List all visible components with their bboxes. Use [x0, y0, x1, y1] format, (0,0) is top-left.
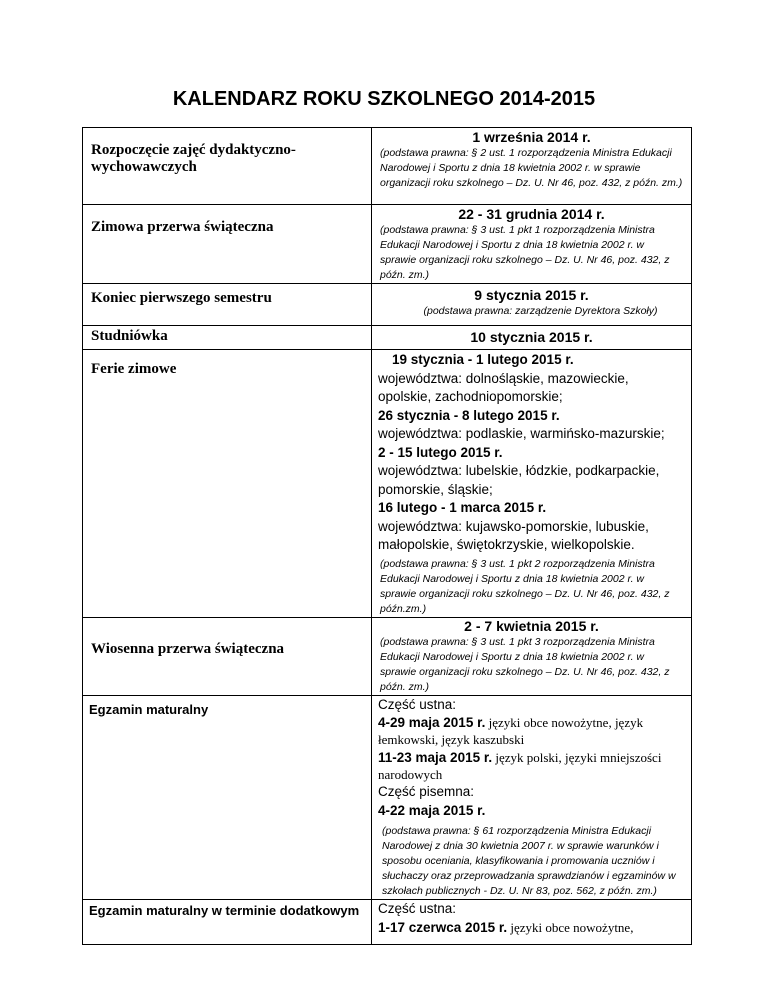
event-value-cell — [372, 326, 692, 350]
oral-subjects: języki obce nowożytne, język łemkowski, język kaszubski — [378, 715, 644, 747]
oral-subjects: języki obce nowożytne, — [507, 919, 634, 935]
winter-break-periods — [372, 350, 691, 555]
oral-part-heading: Część ustna: — [378, 696, 457, 712]
event-label: Studniówka — [91, 328, 168, 344]
event-value-cell — [372, 900, 692, 945]
school-calendar-table — [82, 127, 692, 945]
legal-basis-note: (podstawa prawna: zarządzenie Dyrektora Szkoły) — [423, 305, 658, 317]
period-dates: 26 stycznia - 8 lutego 2015 r. — [378, 407, 560, 423]
oral-dates: 11-23 maja 2015 r. — [378, 750, 493, 765]
event-date: 22 - 31 grudnia 2014 r. — [458, 206, 605, 222]
event-label-cell — [83, 326, 372, 350]
event-label-cell — [83, 350, 372, 618]
period-dates: 16 lutego - 1 marca 2015 r. — [378, 500, 547, 515]
legal-basis-note: (podstawa prawna: § 3 ust. 1 pkt 1 rozporządzenia Ministra Edukacji Narodowej i Sportu z dnia 18 kwietnia 2002 r. w sprawie organizacji roku szkolnego – Dz. U. Nr 46, poz. 432, z późn. zm.) — [380, 224, 670, 281]
legal-basis-note: (podstawa prawna: § 3 ust. 1 pkt 2 rozporządzenia Ministra Edukacji Narodowej i Sportu z dnia 18 kwietnia 2002 r. w sprawie organizacji roku szkolnego – Dz. U. Nr 46, poz. 432, z późn.zm.) — [380, 557, 670, 615]
event-label-cell — [83, 128, 372, 205]
oral-part-heading: Część ustna: — [378, 901, 457, 916]
event-label-cell — [83, 284, 372, 326]
legal-basis-note: (podstawa prawna: § 61 rozporządzenia Ministra Edukacji Narodowej z dnia 30 kwietnia 2007 r. w sprawie warunków i sposobu oceniania, klasyfikowania i promowania uczniów i słuchaczy oraz przeprowadzania sprawdzianów i egzaminów w szkołach publicznych - Dz. U. Nr 83, poz. 562, z późn. zm.) — [382, 825, 676, 897]
event-date: 1 września 2014 r. — [472, 129, 591, 145]
table-row — [83, 900, 692, 945]
event-label: Zimowa przerwa świąteczna — [91, 219, 274, 235]
table-row — [83, 284, 692, 326]
event-label-cell — [83, 617, 372, 695]
period-regions: województwa: podlaskie, warmińsko-mazurskie; — [378, 426, 665, 441]
event-value-cell — [372, 284, 692, 326]
table-row — [83, 205, 692, 284]
event-label: Rozpoczęcie zajęć dydaktyczno-wychowawczych — [91, 142, 296, 175]
event-label-cell — [83, 205, 372, 284]
event-label: Egzamin maturalny — [89, 701, 209, 717]
event-label: Ferie zimowe — [91, 361, 177, 377]
oral-dates: 4-29 maja 2015 r. — [378, 715, 486, 730]
event-label: Koniec pierwszego semestru — [91, 290, 272, 306]
event-date: 2 - 7 kwietnia 2015 r. — [464, 617, 599, 634]
event-label: Egzamin maturalny w terminie dodatkowym — [89, 903, 360, 918]
table-row — [83, 695, 692, 900]
event-value-cell — [372, 350, 692, 618]
event-value-cell — [372, 617, 692, 695]
oral-dates: 1-17 czerwca 2015 r. — [378, 919, 508, 935]
oral-subjects: język polski, języki mniejszości narodowych — [378, 750, 662, 782]
period-dates: 19 stycznia - 1 lutego 2015 r. — [392, 352, 574, 367]
table-row — [83, 350, 692, 618]
period-regions: województwa: lubelskie, łódzkie, podkarpackie, pomorskie, śląskie; — [378, 463, 660, 497]
event-value-cell — [372, 128, 692, 205]
table-row — [83, 128, 692, 205]
exam-schedule — [372, 900, 691, 937]
event-value-cell — [372, 695, 692, 900]
event-date: 10 stycznia 2015 r. — [470, 329, 593, 345]
event-label-cell — [83, 695, 372, 900]
written-part-heading: Część pisemna: — [378, 784, 475, 799]
event-label: Wiosenna przerwa świąteczna — [91, 640, 285, 657]
exam-schedule — [372, 696, 691, 821]
event-date: 9 stycznia 2015 r. — [474, 287, 589, 303]
table-row — [83, 326, 692, 350]
legal-basis-note: (podstawa prawna: § 2 ust. 1 rozporządzenia Ministra Edukacji Narodowej i Sportu z dnia 18 kwietnia 2002 r. w sprawie organizacji roku szkolnego – Dz. U. Nr 46, poz. 432, z późn. zm.) — [380, 147, 683, 189]
event-value-cell — [372, 205, 692, 284]
page-title: KALENDARZ ROKU SZKOLNEGO 2014-2015 — [172, 88, 596, 110]
event-label-cell — [83, 900, 372, 945]
table-row — [83, 617, 692, 695]
period-regions: województwa: kujawsko-pomorskie, lubuskie, małopolskie, świętokrzyskie, wielkopolskie. — [378, 518, 649, 552]
written-dates: 4-22 maja 2015 r. — [378, 802, 486, 818]
period-dates: 2 - 15 lutego 2015 r. — [378, 444, 503, 460]
period-regions: województwa: dolnośląskie, mazowieckie, opolskie, zachodniopomorskie; — [378, 370, 629, 404]
legal-basis-note: (podstawa prawna: § 3 ust. 1 pkt 3 rozporządzenia Ministra Edukacji Narodowej i Sportu z dnia 18 kwietnia 2002 r. w sprawie organizacji roku szkolnego – Dz. U. Nr 46, poz. 432, z późn. zm.) — [380, 635, 670, 693]
